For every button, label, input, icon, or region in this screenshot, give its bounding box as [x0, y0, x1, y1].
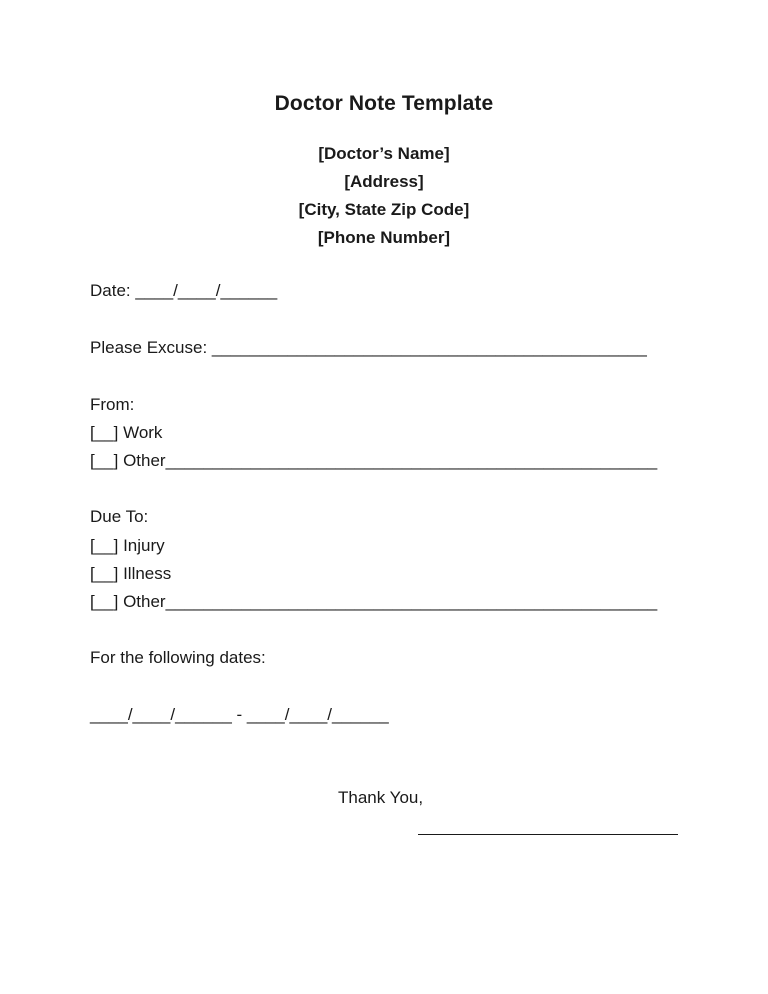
due-to-other-option: [__] Other____________________________________________________	[90, 592, 658, 611]
date-range-line: ____/____/______ - ____/____/______	[90, 705, 389, 724]
following-dates-label: For the following dates:	[90, 648, 266, 667]
document-title: Doctor Note Template	[274, 92, 494, 115]
due-to-illness-option: [__] Illness	[90, 564, 172, 583]
closing-text: Thank You,	[338, 788, 424, 807]
address-placeholder: [Address]	[344, 172, 424, 191]
from-other-option: [__] Other____________________________________________________	[90, 451, 658, 470]
from-label: From:	[90, 395, 135, 414]
due-to-label: Due To:	[90, 507, 149, 526]
city-state-zip-placeholder: [City, State Zip Code]	[298, 200, 470, 219]
phone-placeholder: [Phone Number]	[317, 228, 451, 247]
doctor-header	[0, 140, 768, 252]
doctor-name-placeholder: [Doctor’s Name]	[318, 144, 450, 163]
please-excuse-line: Please Excuse: ______________________________________________	[90, 338, 647, 357]
due-to-injury-option: [__] Injury	[90, 536, 165, 555]
date-line: Date: ____/____/______	[90, 281, 278, 300]
from-work-option: [__] Work	[90, 423, 163, 442]
signature-line	[418, 834, 678, 835]
